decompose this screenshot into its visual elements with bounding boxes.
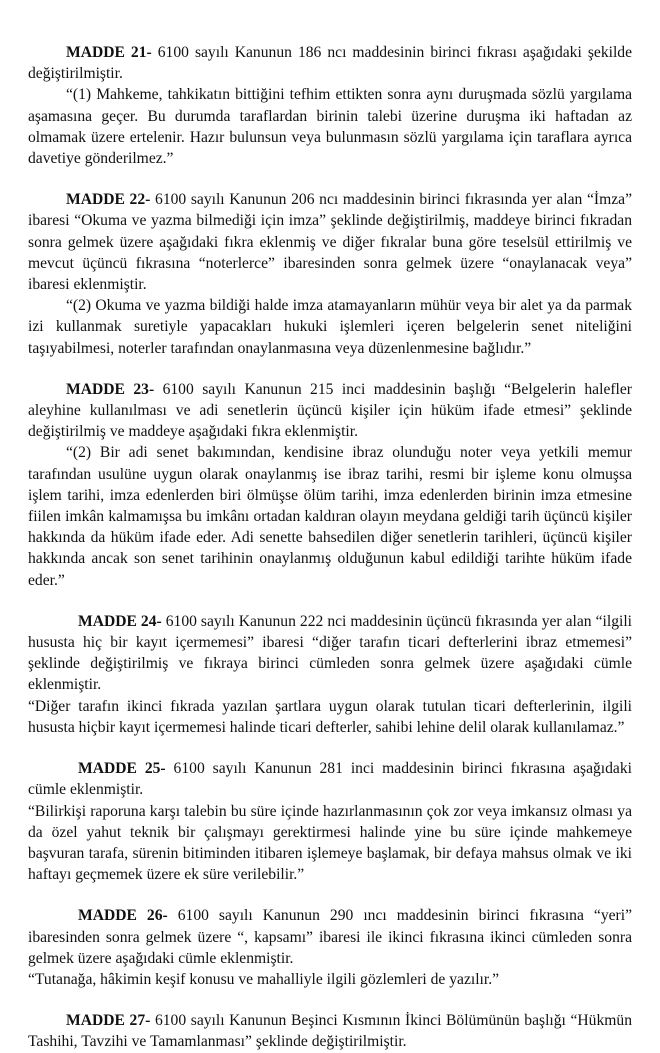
article-22-text: 6100 sayılı Kanunun 206 ncı maddesinin birinci fıkrasında yer alan “İmza” ibaresi “Okuma ve yazma bilmediği için imza” şeklinde değiştirilmiş, maddeye birinci fıkradan sonra gelmek üzere aşağıdaki fıkra eklenmiş ve diğer fıkralar buna göre teselsül ettirilmiş ve mevcut üçüncü fıkrasına “noterlerce” ibaresinden sonra gelmek üzere “onaylanacak veya” ibaresi eklenmiştir. — [28, 191, 632, 294]
article-26-heading — [28, 905, 632, 969]
article-21-text: 6100 sayılı Kanunun 186 ncı maddesinin birinci fıkrası aşağıdaki şekilde değiştirilmiştir. — [28, 44, 632, 83]
article-23-label: MADDE 23- — [66, 380, 155, 398]
article-26 — [28, 905, 632, 990]
article-24-label: MADDE 24- — [78, 612, 162, 630]
article-21 — [28, 42, 632, 169]
article-23 — [28, 379, 632, 591]
article-27-label: MADDE 27- — [66, 1012, 151, 1030]
article-25 — [28, 758, 632, 885]
article-27 — [28, 1010, 632, 1052]
article-27-heading — [28, 1010, 632, 1052]
article-21-heading — [28, 42, 632, 84]
article-23-text: 6100 sayılı Kanunun 215 inci maddesinin başlığı “Belgelerin halefler aleyhine kullanılması ve adi senetlerin üçüncü kişiler için hüküm ifade etmesi” şeklinde değiştirilmiş ve maddeye aşağıdaki fıkra eklenmiştir. — [28, 380, 633, 441]
article-21-label: MADDE 21- — [66, 44, 152, 61]
article-22-label: MADDE 22- — [66, 191, 151, 209]
article-25-quote: “Bilirkişi raporuna karşı talebin bu süre içinde hazırlanmasının çok zor veya imkansız olması ya da özel yahut teknik bir çalışmayı gerektirmesi halinde yine bu süre içinde mahkemeye başvuran tarafa, sürenin bitiminden itibaren işlemeye başlamak, bir defaya mahsus olmak ve iki haftayı geçmemek üzere ek süre verilebilir.” — [28, 802, 632, 884]
article-27-text: 6100 sayılı Kanunun Beşinci Kısmının İkinci Bölümünün başlığı “Hükmün Tashihi, Tavzihi ve Tamamlanması” şeklinde değiştirilmiştir. — [28, 1012, 632, 1051]
article-22-heading — [28, 189, 632, 295]
article-23-quote: “(2) Bir adi senet bakımından, kendisine ibraz olunduğu noter veya yetkili memur tarafından usulüne uygun olarak onaylanmış ise ibraz tarihi, resmi bir işleme konu olmuşsa işlem tarihi, imza edenlerden biri ölmüşse ölüm tarihi, imza edenlerden birinin imza etmesine fiilen imkân kalmamışsa bu imkânı ortadan kaldıran olayın meydana geldiği tarih üçüncü kişiler hakkında da hüküm ifade eder. Adi senette bahsedilen diğer senetlerin tarihleri, üçüncü kişiler hakkında ancak son senet tarihinin onaylanmış olduğunun kabul edildiği tarihte hüküm ifade eder.” — [28, 444, 632, 589]
article-24-quote: “Diğer tarafın ikinci fıkrada yazılan şartlara uygun olarak tutulan ticari defterlerinin, ilgili hususta hiçbir kayıt içermemesi halinde ticari defterler, sahibi lehine delil olarak kullanılamaz.” — [28, 697, 632, 736]
article-22-quote: “(2) Okuma ve yazma bildiği halde imza atamayanların mühür veya bir alet ya da parmak izi kullanmak suretiyle yapacakları hukuki işlemleri içeren belgelerin senet niteliğini taşıyabilmesi, noterler tarafından onaylanmasına veya düzenlenmesine bağlıdır.” — [28, 297, 632, 357]
article-21-quote: “(1) Mahkeme, tahkikatın bittiğini tefhim ettikten sonra aynı duruşmada sözlü yargılama aşamasına geçer. Bu durumda taraflardan birinin talebi üzerine duruşma iki haftadan az olmamak üzere ertelenir. Hazır bulunsun veya bulunmasın sözlü yargılama için taraflara ayrıca davetiye gönderilmez.” — [28, 86, 632, 168]
article-26-quote: “Tutanağa, hâkimin keşif konusu ve mahalliyle ilgili gözlemleri de yazılır.” — [28, 970, 500, 988]
article-24-heading — [28, 611, 632, 696]
article-24-text: 6100 sayılı Kanunun 222 nci maddesinin üçüncü fıkrasında yer alan “ilgili hususta hiç bir kayıt içermemesi” ibaresi “diğer tarafın ticari defterlerini ibraz etmemesi” şeklinde değiştirilmiş ve fıkraya birinci cümleden sonra gelmek üzere aşağıdaki cümle eklenmiştir. — [28, 612, 632, 694]
article-26-text: 6100 sayılı Kanunun 290 ıncı maddesinin birinci fıkrasına “yeri” ibaresinden sonra gelmek üzere “, kapsamı” ibaresi ile ikinci fıkrasına ikinci cümleden sonra gelmek üzere aşağıdaki cümle eklenmiştir. — [28, 907, 632, 967]
article-25-heading — [28, 758, 632, 800]
article-23-heading — [28, 379, 632, 443]
article-24 — [28, 611, 632, 738]
article-25-label: MADDE 25- — [78, 760, 166, 778]
article-26-label: MADDE 26- — [78, 907, 168, 925]
article-25-text: 6100 sayılı Kanunun 281 inci maddesinin birinci fıkrasına aşağıdaki cümle eklenmiştir. — [28, 760, 632, 799]
article-22 — [28, 189, 632, 359]
